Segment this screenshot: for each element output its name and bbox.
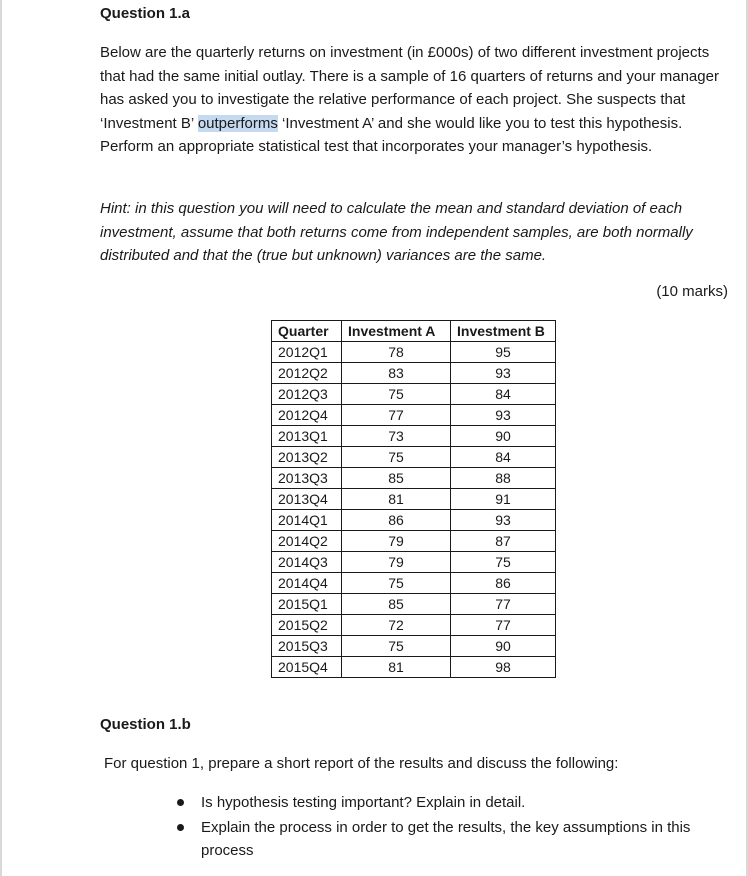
cell-investment-a: 75 xyxy=(342,384,451,405)
cell-investment-a: 73 xyxy=(342,426,451,447)
table-row xyxy=(272,489,556,510)
cell-quarter: 2012Q2 xyxy=(272,363,342,384)
cell-quarter: 2014Q2 xyxy=(272,531,342,552)
cell-investment-a: 78 xyxy=(342,342,451,363)
cell-investment-b: 84 xyxy=(451,384,556,405)
question-1b-intro: For question 1, prepare a short report of the results and discuss the following: xyxy=(104,755,619,772)
bullet-text: Is hypothesis testing important? Explain in detail. xyxy=(201,794,526,811)
table-row xyxy=(272,594,556,615)
table-row xyxy=(272,426,556,447)
cell-investment-a: 81 xyxy=(342,657,451,678)
cell-quarter: 2012Q4 xyxy=(272,405,342,426)
cell-investment-b: 88 xyxy=(451,468,556,489)
cell-quarter: 2015Q3 xyxy=(272,636,342,657)
cell-investment-a: 79 xyxy=(342,531,451,552)
header-investment-b: Investment B xyxy=(451,321,556,342)
paragraph-text-after: ‘Investment A’ and she would like you to test this hypothesis. Perform an appropriate statistical test that incorporates your manager’s hypothesis. xyxy=(100,114,683,155)
bullet-list xyxy=(172,791,732,864)
cell-investment-a: 83 xyxy=(342,363,451,384)
cell-quarter: 2013Q2 xyxy=(272,447,342,468)
question-1a-title: Question 1.a xyxy=(100,5,191,22)
bullet-text: Explain the process in order to get the results, the key assumptions in this process xyxy=(201,818,691,859)
table-body xyxy=(272,342,556,678)
paragraph-text-before: Below are the quarterly returns on investment (in £000s) of two different investment projects that had the same initial outlay. There is a sample of 16 quarters of returns and your manager has asked you to investigate the relative performance of each project. She suspects that ‘Investment B’ xyxy=(100,44,719,132)
question-1a-paragraph xyxy=(100,41,730,159)
cell-investment-a: 79 xyxy=(342,552,451,573)
marks-label: (10 marks) xyxy=(656,283,728,300)
cell-quarter: 2012Q1 xyxy=(272,342,342,363)
cell-quarter: 2014Q3 xyxy=(272,552,342,573)
cell-quarter: 2014Q4 xyxy=(272,573,342,594)
cell-quarter: 2015Q4 xyxy=(272,657,342,678)
table-row xyxy=(272,573,556,594)
cell-investment-a: 75 xyxy=(342,636,451,657)
cell-quarter: 2014Q1 xyxy=(272,510,342,531)
cell-investment-b: 86 xyxy=(451,573,556,594)
highlighted-word[interactable]: outperforms xyxy=(197,114,278,132)
bullet-icon xyxy=(177,824,184,831)
cell-investment-b: 93 xyxy=(451,363,556,384)
cell-investment-b: 77 xyxy=(451,615,556,636)
returns-table xyxy=(271,320,556,678)
cell-investment-b: 93 xyxy=(451,510,556,531)
cell-quarter: 2013Q4 xyxy=(272,489,342,510)
hint-text: Hint: in this question you will need to calculate the mean and standard deviation of each investment, assume that both returns come from independent samples, are both normally distributed and that the (true but unknown) variances are the same. xyxy=(100,200,693,264)
table-row xyxy=(272,636,556,657)
header-investment-a: Investment A xyxy=(342,321,451,342)
table-row xyxy=(272,657,556,678)
cell-investment-b: 91 xyxy=(451,489,556,510)
cell-investment-b: 87 xyxy=(451,531,556,552)
cell-investment-a: 77 xyxy=(342,405,451,426)
cell-investment-b: 90 xyxy=(451,426,556,447)
table-header-row xyxy=(272,321,556,342)
cell-investment-b: 84 xyxy=(451,447,556,468)
table-row xyxy=(272,342,556,363)
list-item xyxy=(172,791,732,815)
cell-quarter: 2015Q1 xyxy=(272,594,342,615)
cell-investment-b: 95 xyxy=(451,342,556,363)
table-row xyxy=(272,447,556,468)
cell-investment-b: 77 xyxy=(451,594,556,615)
cell-quarter: 2015Q2 xyxy=(272,615,342,636)
cell-investment-b: 93 xyxy=(451,405,556,426)
header-quarter: Quarter xyxy=(272,321,342,342)
table-row xyxy=(272,363,556,384)
cell-investment-b: 98 xyxy=(451,657,556,678)
page-left-edge xyxy=(0,0,2,876)
cell-investment-a: 75 xyxy=(342,573,451,594)
cell-investment-a: 75 xyxy=(342,447,451,468)
question-1b-title: Question 1.b xyxy=(100,716,191,733)
cell-investment-b: 90 xyxy=(451,636,556,657)
cell-investment-a: 85 xyxy=(342,468,451,489)
table-row xyxy=(272,552,556,573)
cell-quarter: 2013Q1 xyxy=(272,426,342,447)
table-row xyxy=(272,510,556,531)
cell-quarter: 2012Q3 xyxy=(272,384,342,405)
list-item xyxy=(172,816,732,863)
table-row xyxy=(272,405,556,426)
cell-investment-a: 86 xyxy=(342,510,451,531)
cell-investment-b: 75 xyxy=(451,552,556,573)
bullet-icon xyxy=(177,799,184,806)
table-row xyxy=(272,615,556,636)
table-row xyxy=(272,384,556,405)
cell-investment-a: 81 xyxy=(342,489,451,510)
table-row xyxy=(272,468,556,489)
cell-investment-a: 85 xyxy=(342,594,451,615)
cell-quarter: 2013Q3 xyxy=(272,468,342,489)
table-row xyxy=(272,531,556,552)
cell-investment-a: 72 xyxy=(342,615,451,636)
